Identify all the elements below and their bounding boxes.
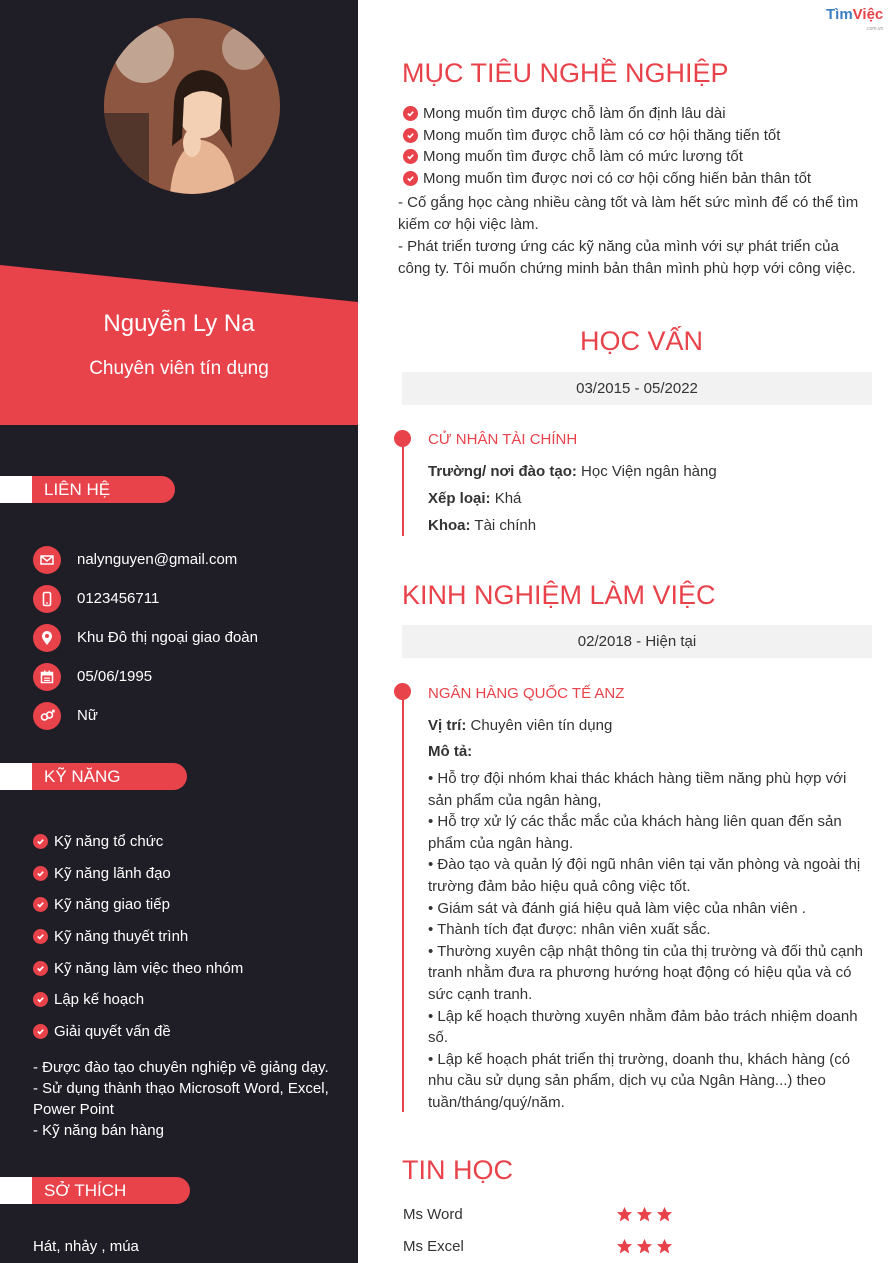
list-item: Mong muốn tìm được chỗ làm có cơ hội thăng tiến tốt [403, 125, 811, 147]
candidate-name: Nguyễn Ly Na [103, 310, 255, 337]
objective-notes: - Cố gắng học càng nhiều càng tốt và làm hết sức mình để có thể tìm kiếm cơ hội việc làm. - Phát triển tương ứng các kỹ năng của mình với sự phát triển của công ty. Tôi muốn chứng minh bản thân mình phù hợp với công việc. [398, 194, 859, 277]
skill-list [33, 826, 243, 1047]
list-item: Kỹ năng tổ chức [33, 826, 243, 858]
check-icon [33, 929, 48, 944]
education-period: 03/2015 - 05/2022 [402, 372, 872, 405]
skills-heading: KỸ NĂNG [0, 763, 187, 790]
contact-heading: LIÊN HỆ [0, 476, 175, 503]
list-item: Lập kế hoạch [33, 984, 243, 1016]
hobbies-text: Hát, nhảy , múa [33, 1238, 139, 1255]
check-icon [33, 834, 48, 849]
experience-desc-label: Mô tả: [428, 743, 473, 760]
contact-phone: 0123456711 [33, 579, 258, 618]
check-icon [33, 1024, 48, 1039]
star-icon [636, 1206, 653, 1223]
check-icon [403, 106, 418, 121]
check-icon [33, 961, 48, 976]
experience-period: 02/2018 - Hiện tại [402, 625, 872, 658]
list-item: Kỹ năng giao tiếp [33, 889, 243, 921]
list-item: Giải quyết vấn đề [33, 1016, 243, 1048]
star-rating [616, 1238, 673, 1255]
gender-icon [33, 702, 61, 730]
list-item: Mong muốn tìm được chỗ làm ổn định lâu dài [403, 103, 811, 125]
objective-heading: MỤC TIÊU NGHỀ NGHIỆP [402, 58, 729, 88]
avatar [104, 18, 280, 194]
timeline-dot [394, 430, 411, 447]
list-item: Mong muốn tìm được chỗ làm có mức lương tốt [403, 146, 811, 168]
mail-icon [33, 546, 61, 574]
list-item: Kỹ năng làm việc theo nhóm [33, 952, 243, 984]
location-icon [33, 624, 61, 652]
contact-list [33, 540, 258, 735]
check-icon [33, 992, 48, 1007]
skill-notes: - Được đào tạo chuyên nghiệp về giảng dạy. - Sử dụng thành thạo Microsoft Word, Excel, Power Point - Kỹ năng bán hàng [33, 1059, 329, 1139]
education-school: Trường/ nơi đào tạo: Học Viện ngân hàng [428, 463, 717, 480]
contact-email: nalynguyen@gmail.com [33, 540, 258, 579]
timviec-logo[interactable]: TìmViệc .com.vn [826, 6, 884, 32]
timeline-dot [394, 683, 411, 700]
it-heading: TIN HỌC [402, 1155, 513, 1185]
calendar-icon [33, 663, 61, 691]
education-timeline [402, 438, 404, 536]
sidebar [0, 0, 358, 1263]
phone-icon [33, 585, 61, 613]
candidate-title: Chuyên viên tín dụng [89, 358, 269, 379]
objective-list [403, 103, 811, 189]
check-icon [403, 149, 418, 164]
contact-birthday: 05/06/1995 [33, 657, 258, 696]
star-icon [636, 1238, 653, 1255]
contact-gender: Nữ [33, 696, 258, 735]
list-item: Mong muốn tìm được nơi có cơ hội cống hiến bản thân tốt [403, 168, 811, 190]
check-icon [403, 171, 418, 186]
star-rating [616, 1206, 673, 1223]
star-icon [656, 1238, 673, 1255]
education-heading: HỌC VẤN [580, 326, 704, 356]
experience-company: NGÂN HÀNG QUỐC TẾ ANZ [428, 685, 625, 702]
check-icon [403, 128, 418, 143]
hobbies-heading: SỞ THÍCH [0, 1177, 190, 1204]
star-icon [656, 1206, 673, 1223]
it-skill-row: Ms Word [403, 1206, 673, 1223]
it-skill-row: Ms Excel [403, 1238, 673, 1255]
check-icon [33, 866, 48, 881]
star-icon [616, 1238, 633, 1255]
list-item: Kỹ năng lãnh đạo [33, 858, 243, 890]
experience-heading: KINH NGHIỆM LÀM VIỆC [402, 580, 716, 610]
list-item: Kỹ năng thuyết trình [33, 921, 243, 953]
education-rank: Xếp loại: Khá [428, 490, 522, 507]
experience-timeline [402, 690, 404, 1112]
experience-position: Vị trí: Chuyên viên tín dụng [428, 717, 613, 734]
education-degree: CỬ NHÂN TÀI CHÍNH [428, 431, 578, 448]
education-faculty: Khoa: Tài chính [428, 517, 537, 534]
check-icon [33, 897, 48, 912]
star-icon [616, 1206, 633, 1223]
experience-description: • Hỗ trợ đội nhóm khai thác khách hàng tiềm năng phù hợp với sản phẩm của ngân hàng, • Hỗ trợ xử lý các thắc mắc của khách hàng liên quan đến sản phẩm của ngân hàng. • Đào tạo và quản lý đội ngũ nhân viên tại văn phòng và ngoài thị trường đảm bảo hiệu quả công việc tốt. • Giám sát và đánh giá hiệu quả làm việc của nhân viên . • Thành tích đạt được: nhân viên xuất sắc. • Thường xuyên cập nhật thông tin của thị trường và đối thủ cạnh tranh nhằm đưa ra phương hướng hoạt động có hiệu qủa và có sức cạnh tranh. • Lập kế hoạch thường xuyên nhằm đảm bảo trách nhiệm doanh số. • Lập kế hoạch phát triển thị trường, doanh thu, khách hàng (có nhu cầu sử dụng sản phẩm, dịch vụ của Ngân Hàng...) theo tuần/tháng/quý/năm. [428, 770, 863, 1111]
contact-address: Khu Đô thị ngoại giao đoàn [33, 618, 258, 657]
